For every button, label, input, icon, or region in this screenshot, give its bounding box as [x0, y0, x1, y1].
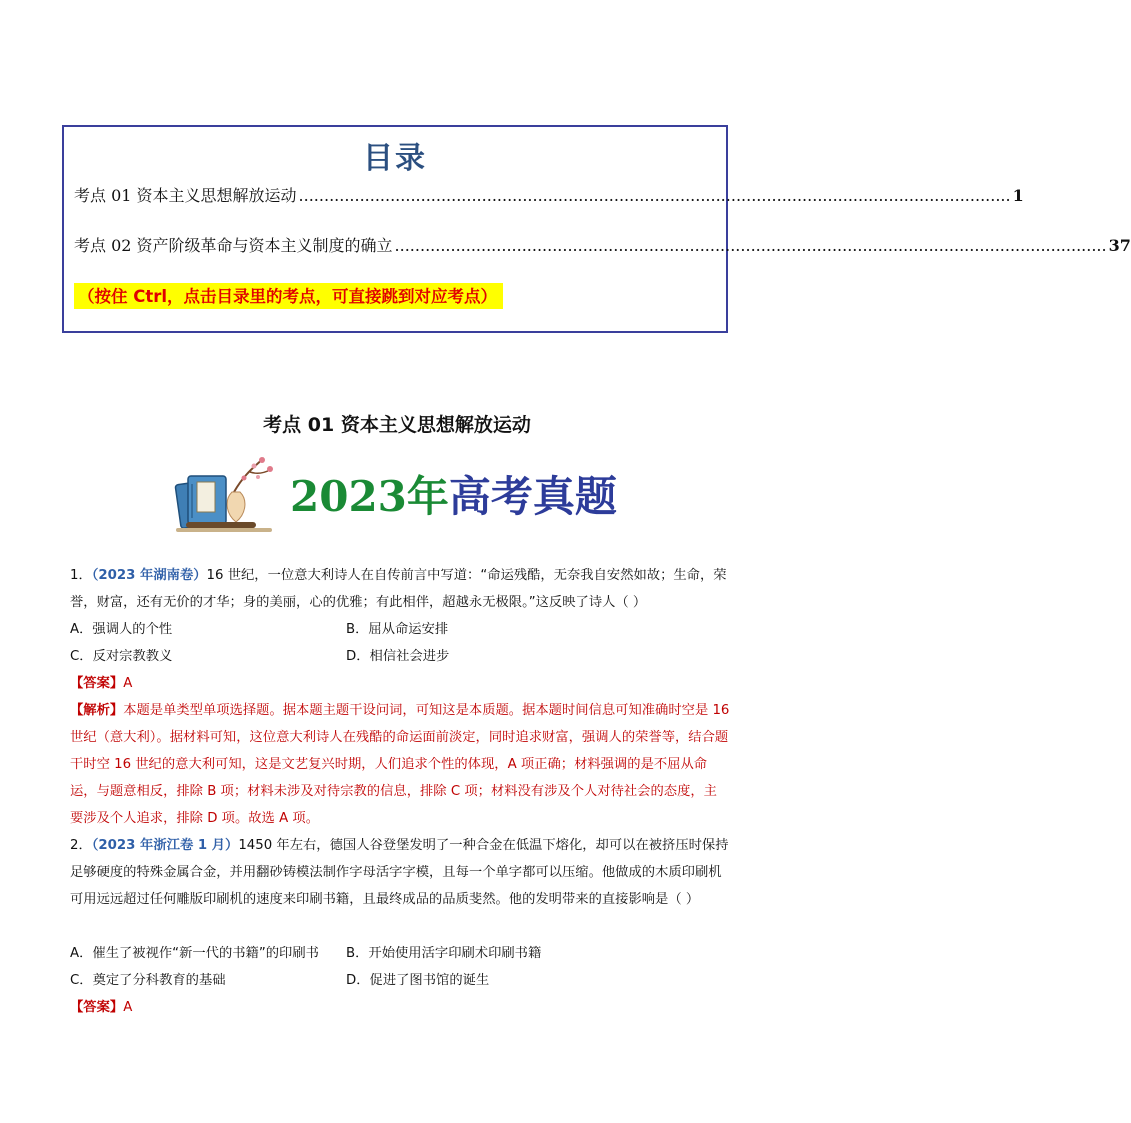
question-source: （2023 年湖南卷）: [91, 568, 207, 583]
analysis-tag: 【解析】: [70, 703, 124, 718]
question-2-options-row-2: [70, 967, 490, 994]
answer-tag: 【答案】: [70, 676, 124, 691]
option-d[interactable]: D．相信社会进步: [346, 649, 450, 664]
option-b[interactable]: B．开始使用活字印刷术印刷书籍: [346, 946, 542, 961]
banner-year: 2023年: [290, 472, 449, 521]
option-a[interactable]: A．催生了被视作“新一代的书籍”的印刷书: [70, 946, 319, 961]
toc-dot-leader: ............................................................................................................................................: [298, 186, 1011, 205]
question-1-stem: [70, 562, 730, 616]
banner-title: [290, 464, 617, 524]
option-c[interactable]: C．反对宗教教义: [70, 649, 173, 664]
toc-entry-label: 考点 01 资本主义思想解放运动: [74, 186, 297, 205]
question-2-answer: [70, 994, 132, 1021]
option-c[interactable]: C．奠定了分科教育的基础: [70, 973, 226, 988]
toc-note: （按住 Ctrl，点击目录里的考点，可直接跳到对应考点）: [74, 283, 503, 309]
question-2-stem: [70, 832, 730, 913]
toc-entry-label: 考点 02 资产阶级革命与资本主义制度的确立: [74, 236, 393, 255]
toc-box: [62, 125, 1131, 333]
toc-dot-leader: ............................................................................................................................................: [394, 236, 1107, 255]
toc-entry-1[interactable]: [74, 183, 1024, 206]
question-number: 2．: [70, 838, 92, 853]
option-d[interactable]: D．促进了图书馆的诞生: [346, 973, 490, 988]
question-1-analysis: [70, 697, 730, 832]
exam-banner: [172, 452, 632, 536]
question-source: （2023 年浙江卷 1 月）: [91, 838, 239, 853]
books-icon: [172, 452, 292, 536]
answer-value: A: [123, 1000, 133, 1015]
toc-title: 目录: [363, 141, 427, 176]
toc-entry-page: 1: [1012, 186, 1024, 205]
question-text: 1450 年左右，德国人谷登堡发明了一种合金在低温下熔化，却可以在被挤压时保持足够硬度的特殊金属合金，并用翻砂铸模法制作字母活字字模，且每一个单字都可以压缩。他做成的木质印刷机可用远远超过任何雕版印刷机的速度来印刷书籍，且最终成品的品质斐然。他的发明带来的直接影响是（ ）: [70, 838, 729, 907]
question-1-options-row-1: [70, 616, 449, 643]
banner-highlight: 高考真题: [448, 472, 617, 521]
question-text: 16 世纪，一位意大利诗人在自传前言中写道：“命运残酷，无奈我自安然如故；生命，荣誉，财富，还有无价的才华；身的美丽，心的优雅；有此相伴，超越永无极限。”这反映了诗人（ ）: [70, 568, 727, 610]
section-title: 考点 01 资本主义思想解放运动: [263, 414, 531, 436]
analysis-text: 本题是单类型单项选择题。据本题主题干设问词，可知这是本质题。据本题时间信息可知准确时空是 16 世纪（意大利）。据材料可知，这位意大利诗人在残酷的命运面前淡定，同时追求财富，强调人的荣誉等，结合题干时空 16 世纪的意大利可知，这是文艺复兴时期，人们追求个性的体现，A 项正确；材料强调的是不屈从命运，与题意相反，排除 B 项；材料未涉及对待宗教的信息，排除 C 项；材料没有涉及个人对待社会的态度，主要涉及个人追求，排除 D 项。故选 A 项。: [70, 703, 730, 826]
option-a[interactable]: A．强调人的个性: [70, 622, 173, 637]
question-number: 1．: [70, 568, 92, 583]
question-1-options-row-2: [70, 643, 450, 670]
toc-entry-page: 37: [1108, 236, 1131, 255]
option-b[interactable]: B．屈从命运安排: [346, 622, 449, 637]
answer-value: A: [123, 676, 133, 691]
toc-entry-2[interactable]: [74, 233, 1131, 256]
question-1-answer: [70, 670, 132, 697]
answer-tag: 【答案】: [70, 1000, 124, 1015]
question-2-options-row-1: [70, 940, 542, 967]
